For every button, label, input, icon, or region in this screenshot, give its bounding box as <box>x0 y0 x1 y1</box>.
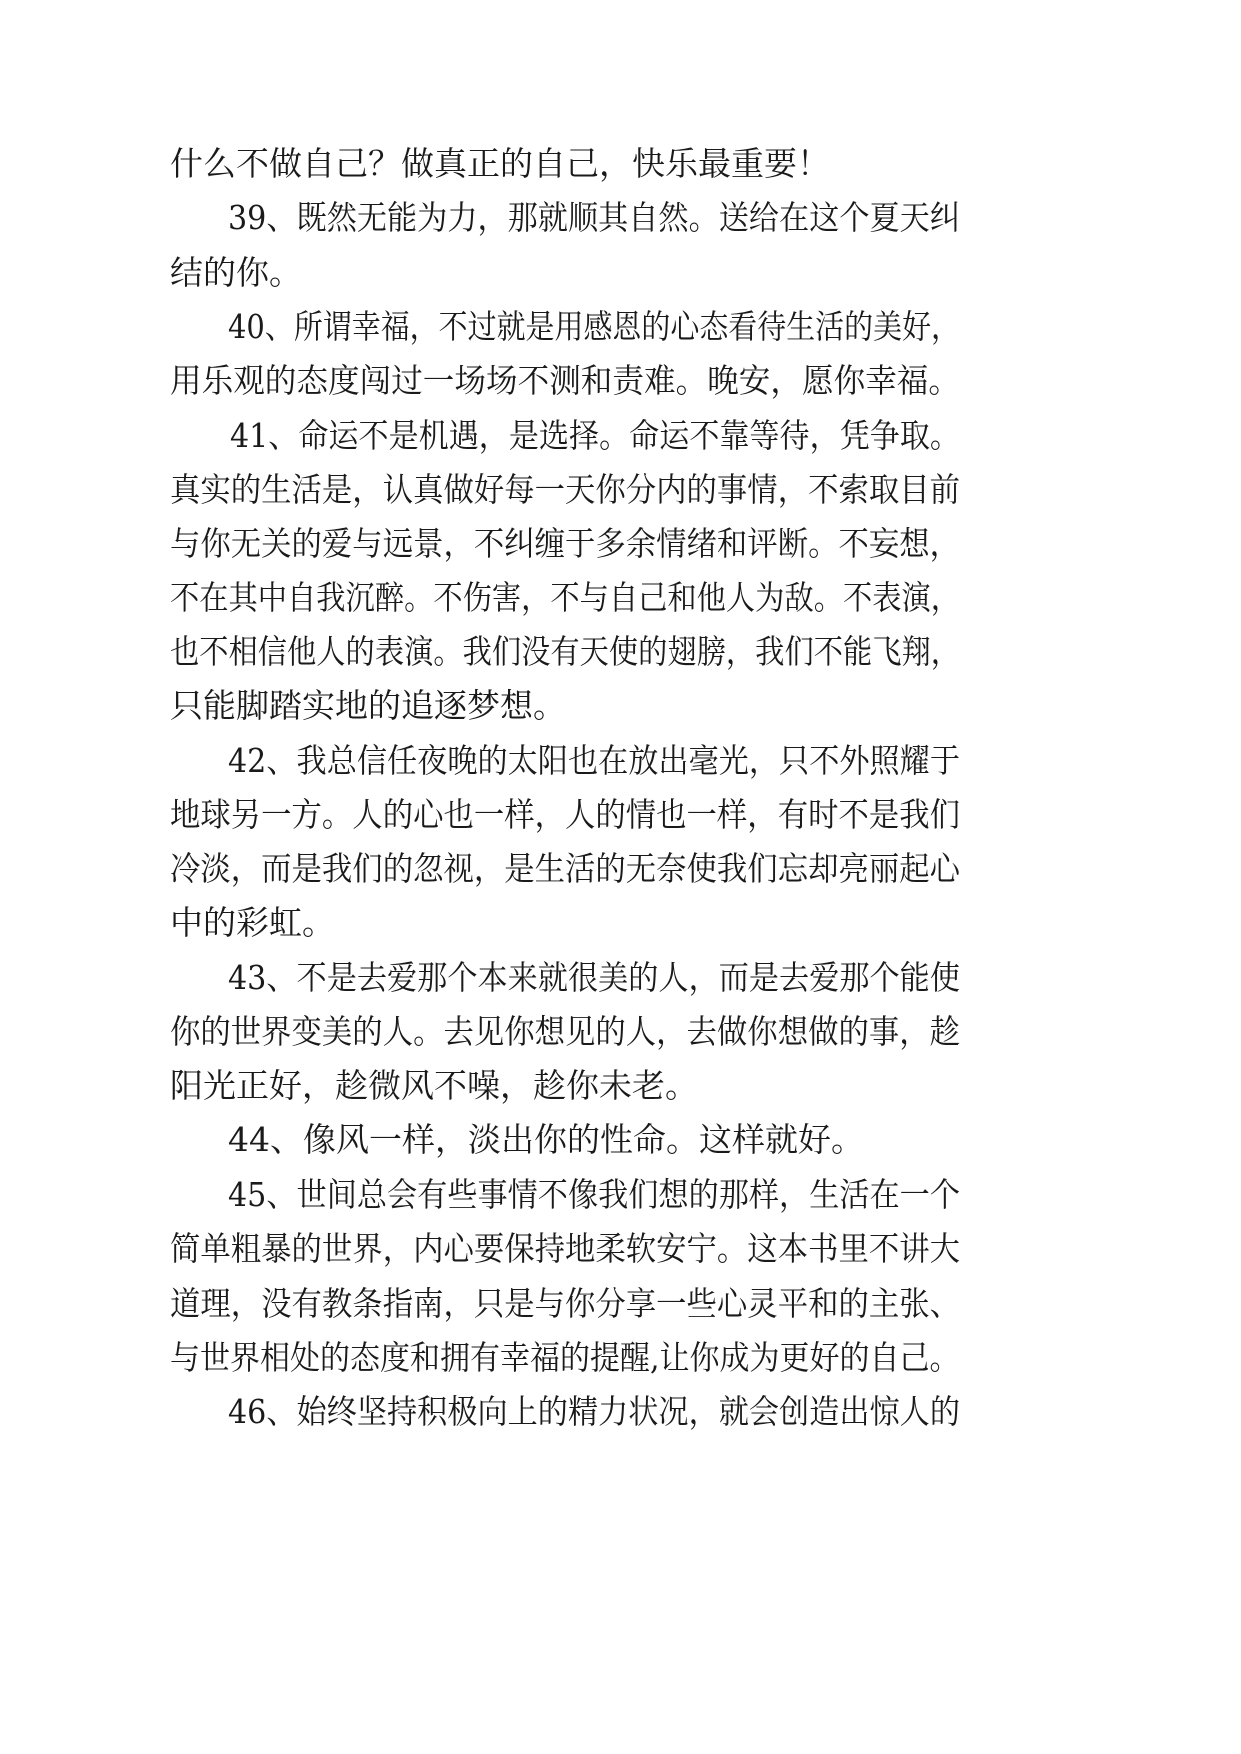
line-text: 42、我总信任夜晚的太阳也在放出毫光，只不外照耀于 <box>228 741 960 780</box>
text-line <box>0 1383 1241 1441</box>
text-line <box>0 1111 1241 1169</box>
line-text: 与你无关的爱与远景，不纠缠于多余情绪和评断。不妄想， <box>170 524 960 563</box>
text-line <box>0 677 1241 735</box>
line-text: 中的彩虹。 <box>170 903 335 942</box>
line-text: 冷淡，而是我们的忽视，是生活的无奈使我们忘却亮丽起心 <box>170 849 960 888</box>
text-line <box>0 298 1241 356</box>
line-text: 43、不是去爱那个本来就很美的人，而是去爱那个能使 <box>228 958 960 997</box>
text-line <box>0 244 1241 302</box>
text-line <box>0 840 1241 898</box>
text-line <box>0 515 1241 573</box>
line-text: 用乐观的态度闯过一场场不测和责难。晚安，愿你幸福。 <box>170 361 960 400</box>
line-text: 阳光正好，趁微风不噪，趁你未老。 <box>170 1066 698 1105</box>
line-text: 真实的生活是，认真做好每一天你分内的事情，不索取目前 <box>170 470 960 509</box>
text-line <box>0 189 1241 247</box>
line-text: 只能脚踏实地的追逐梦想。 <box>170 686 566 725</box>
line-text: 地球另一方。人的心也一样，人的情也一样，有时不是我们 <box>170 795 960 834</box>
text-line <box>0 1003 1241 1061</box>
line-text: 不在其中自我沉醉。不伤害，不与自己和他人为敌。不表演， <box>170 578 960 617</box>
text-line <box>0 949 1241 1007</box>
line-text: 44、像风一样，淡出你的性命。这样就好。 <box>228 1120 864 1159</box>
text-line <box>0 569 1241 627</box>
line-text: 39、既然无能为力，那就顺其自然。送给在这个夏天纠 <box>228 198 960 237</box>
text-line <box>0 1166 1241 1224</box>
line-text: 道理，没有教条指南，只是与你分享一些心灵平和的主张、 <box>170 1284 960 1323</box>
text-line <box>0 1057 1241 1115</box>
line-text: 40、所谓幸福，不过就是用感恩的心态看待生活的美好， <box>228 307 960 346</box>
text-line <box>0 732 1241 790</box>
line-text: 什么不做自己？做真正的自己，快乐最重要！ <box>170 144 830 183</box>
text-line <box>0 461 1241 519</box>
line-text: 也不相信他人的表演。我们没有天使的翅膀，我们不能飞翔， <box>170 632 960 671</box>
text-line <box>0 352 1241 410</box>
line-text: 与世界相处的态度和拥有幸福的提醒,让你成为更好的自己。 <box>170 1338 960 1377</box>
text-line <box>0 1275 1241 1333</box>
line-text: 结的你。 <box>170 253 302 292</box>
text-line <box>0 894 1241 952</box>
line-text: 45、世间总会有些事情不像我们想的那样，生活在一个 <box>228 1175 960 1214</box>
text-line <box>0 786 1241 844</box>
text-line <box>0 1329 1241 1387</box>
text-line <box>0 1220 1241 1278</box>
text-line <box>0 135 1241 193</box>
text-line <box>0 407 1241 465</box>
line-text: 41、命运不是机遇，是选择。命运不靠等待，凭争取。 <box>230 416 960 455</box>
line-text: 46、始终坚持积极向上的精力状况，就会创造出惊人的 <box>228 1392 960 1431</box>
line-text: 简单粗暴的世界，内心要保持地柔软安宁。这本书里不讲大 <box>170 1229 960 1268</box>
text-line <box>0 623 1241 681</box>
line-text: 你的世界变美的人。去见你想见的人，去做你想做的事，趁 <box>170 1012 960 1051</box>
